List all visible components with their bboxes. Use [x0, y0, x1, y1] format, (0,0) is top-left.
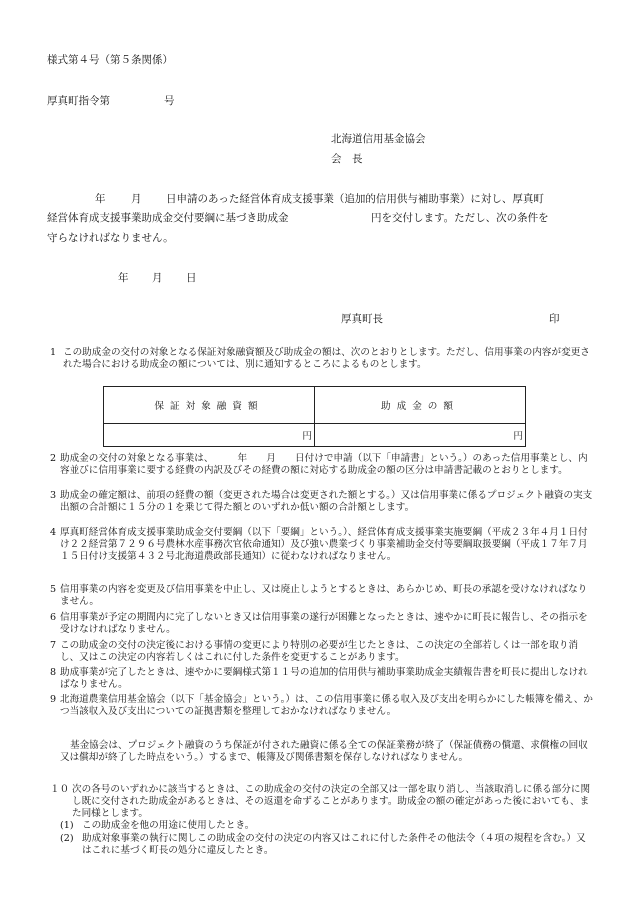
condition-number: １０: [50, 784, 70, 795]
intro-line2-a: 経営体育成支援事業助成金交付要綱に基づき助成金: [47, 212, 289, 224]
seal-mark: 印: [549, 313, 560, 325]
condition-1: [50, 347, 595, 371]
subitem-text: この助成金を他の用途に使用したとき。: [82, 820, 255, 831]
condition-text: 助成金の確定額は、前項の経費の額（変更された場合は変更された額とする。）又は信用事業に係るプロジェクト融資の実支出額の合計額に１５分の１を乗じて得た額とのいずれか低い額の合計額とします。: [60, 490, 593, 514]
condition-number: 7: [50, 640, 57, 651]
intro-month: 月: [131, 193, 142, 205]
doc-number-prefix: 厚真町指令第: [47, 95, 110, 107]
subitem-text: 助成対象事業の執行に関しこの助成金の交付の決定の内容又はこれに付した条件その他法令（４項の規程を含む。）又はこれに基づく町長の処分に違反したとき。: [82, 833, 586, 857]
doc-number-suffix: 号: [164, 95, 175, 107]
intro-year: 年: [95, 193, 106, 205]
subitem-1: [60, 820, 595, 832]
condition-4: [50, 527, 595, 564]
condition-9-paragraph-2: [50, 740, 595, 764]
condition-number: 3: [50, 490, 57, 501]
subitem-number: (1): [60, 820, 74, 831]
form-id: 様式第４号（第５条関係）: [47, 54, 173, 66]
condition-10: [50, 784, 595, 821]
condition-number: 2: [50, 453, 57, 464]
date-month: 月: [152, 272, 163, 284]
condition-7: [50, 640, 595, 664]
condition-text: この助成金の交付の決定後における事情の変更により特別の必要が生じたときは、この決定の全部若しくは一部を取り消し、又はこの決定の内容若しくはこれに付した条件を変更することがあります。: [60, 640, 579, 664]
recipient-title: 会 長: [331, 153, 363, 165]
subitem-2: [60, 833, 595, 857]
condition-text: 助成金の交付の対象となる事業は、 年 月 日付けで申請（以下「申請書」という。）のあった信用事業とし、内容並びに信用事業に要する経費の内訳及びその経費の額に対応する助成金の額の区分は申請書記載のとおりとします。: [60, 453, 588, 477]
date-day: 日: [186, 272, 197, 284]
condition-number: 4: [50, 527, 57, 538]
condition-number: 1: [50, 347, 57, 358]
header-grant-amount: 助成金の額: [315, 387, 526, 424]
intro-line3: 守らなければなりません。: [47, 232, 174, 244]
recipient-org: 北海道信用基金協会: [331, 133, 426, 145]
condition-2: [50, 453, 595, 477]
condition-text: 基金協会は、プロジェクト融資のうち保証が付された融資に係る全ての保証業務が終了（保証債務の償還、求償権の回収又は償却が終了した時点をいう。）するまで、帳簿及び関係書類を保存しなければなりません。: [60, 740, 588, 764]
issuer-name: 厚真町長: [341, 313, 383, 325]
condition-8: [50, 667, 595, 691]
condition-6: [50, 612, 595, 636]
condition-text: 信用事業が予定の期間内に完了しないとき又は信用事業の遂行が困難となったときは、速やかに町長に報告し、その指示を受けなければなりません。: [60, 612, 588, 636]
intro-line2-b: 円を交付します。ただし、次の条件を: [371, 212, 549, 224]
condition-number: 6: [50, 612, 57, 623]
grant-amount-unit: 円: [315, 424, 526, 447]
condition-text: 北海道農業信用基金協会（以下「基金協会」という。）は、この信用事業に係る収入及び支出を明らかにした帳簿を備え、かつ当該収入及び支出についての証拠書類を整理しておかなければなりません。: [60, 694, 594, 718]
date-year: 年: [118, 272, 129, 284]
condition-text: 信用事業の内容を変更及び信用事業を中止し、又は廃止しようとするときは、あらかじめ、町長の承認を受けなければなりません。: [60, 584, 588, 608]
condition-9: [50, 694, 595, 718]
amount-table: [103, 386, 526, 447]
condition-text: 助成事業が完了したときは、速やかに要綱様式第１１号の追加的信用供与補助事業助成金実績報告書を町長に提出しなければなりません。: [60, 667, 588, 691]
condition-text: 厚真町経営体育成支援事業助成金交付要綱（以下「要綱」という。）、経営体育成支援事業実施要綱（平成２３年４月１日付け２２経営第７２９６号農林水産事務次官依命通知）及び強い農業づくり事業補助金交付等要綱取扱要綱（平成１７年７月１５日付け支援第４３２号北海道農政部長通知）に従わなければなりません。: [60, 527, 588, 563]
loan-amount-unit: 円: [104, 424, 315, 447]
condition-text: 次の各号のいずれかに該当するときは、この助成金の交付の決定の全部又は一部を取り消し、当該取消しに係る部分に関し既に交付された助成金があるときは、その返還を命ずることがあります。助成金の額の確定があった後においても、また同様とします。: [72, 784, 591, 820]
condition-number: 8: [50, 667, 57, 678]
condition-text: この助成金の交付の対象となる保証対象融資額及び助成金の額は、次のとおりとします。ただし、信用事業の内容が変更された場合における助成金の額については、別に通知するところによるものとします。: [63, 347, 590, 371]
condition-3: [50, 490, 595, 514]
condition-number: 5: [50, 584, 57, 595]
header-guaranteed-loan: 保証対象融資額: [104, 387, 315, 424]
condition-5: [50, 584, 595, 608]
intro-line1: 日申請のあった経営体育成支援事業（追加的信用供与補助事業）に対し、厚真町: [166, 193, 544, 205]
subitem-number: (2): [60, 833, 74, 844]
condition-number: 9: [50, 694, 57, 705]
